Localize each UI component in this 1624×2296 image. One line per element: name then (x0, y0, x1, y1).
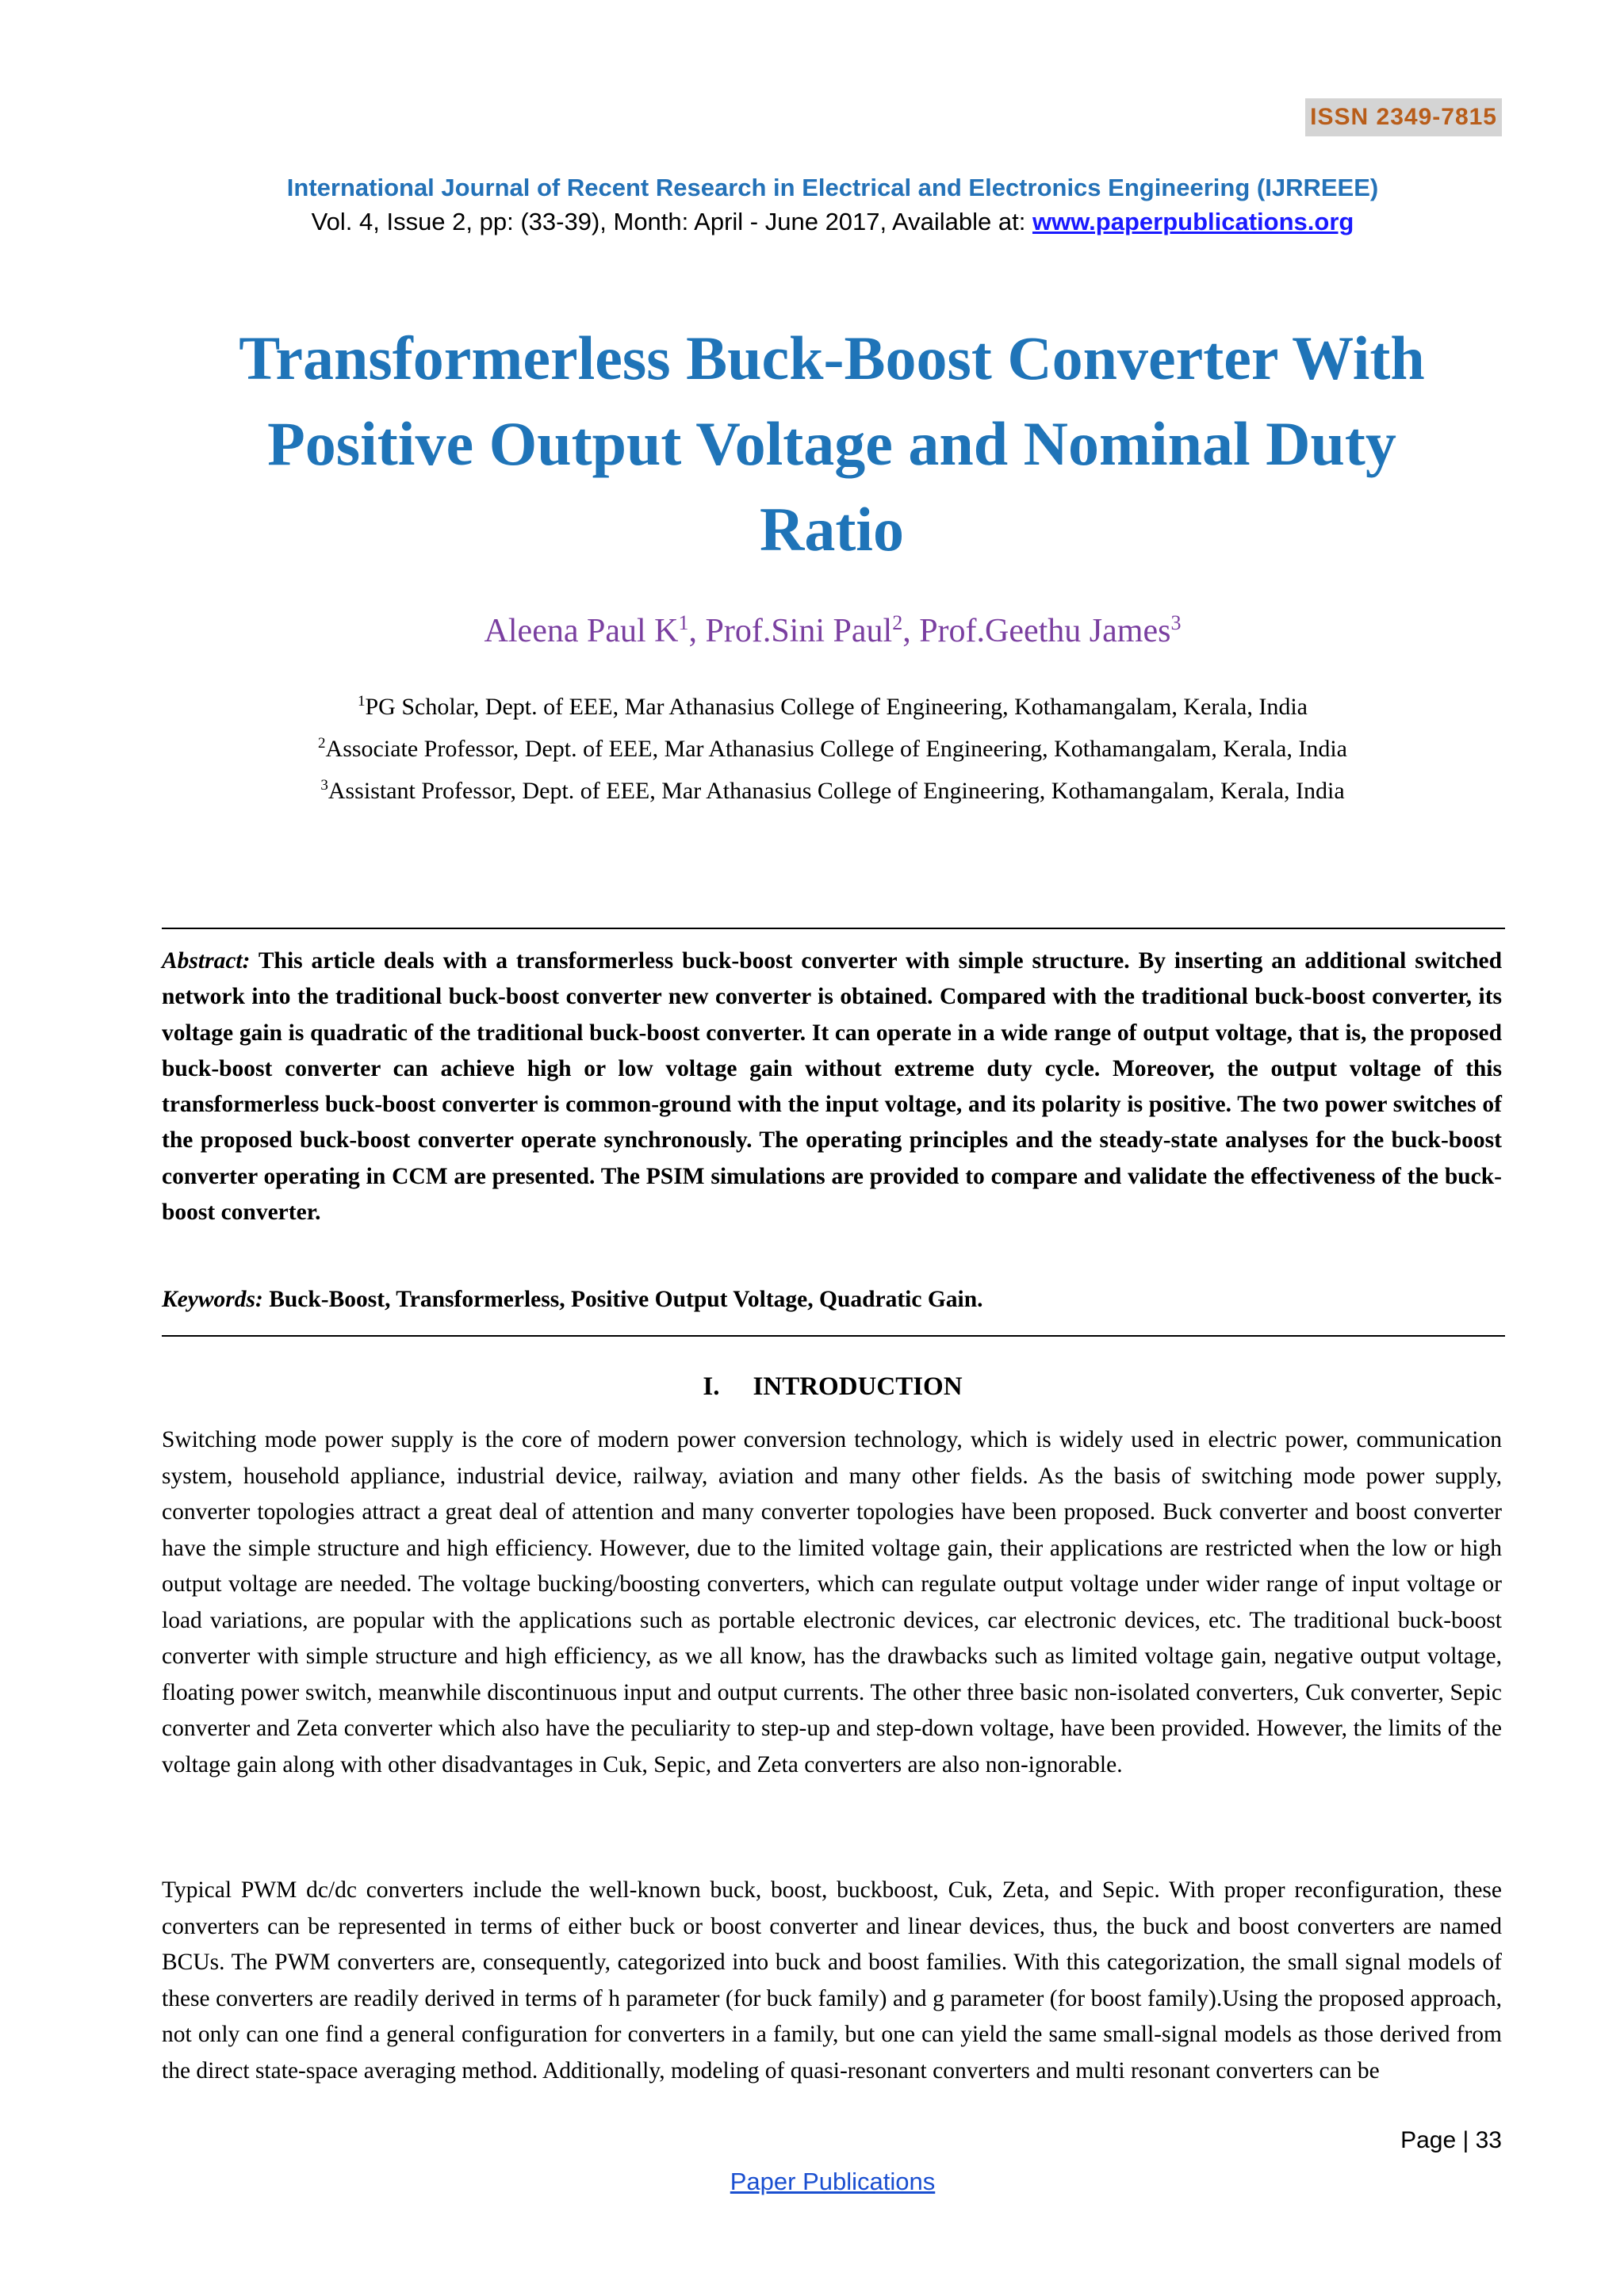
affiliation-text: Assistant Professor, Dept. of EEE, Mar Athanasius College of Engineering, Kothamangalam, Kerala, India (327, 778, 1345, 804)
section-heading (0, 1367, 1624, 1406)
publisher-link[interactable]: Paper Publications (730, 2168, 936, 2195)
affiliation (0, 767, 1624, 809)
body-paragraph: Switching mode power supply is the core of modern power conversion technology, which is widely used in electric power, communication system, household appliance, industrial device, railway, aviation and many other fields. As the basis of switching mode power supply, converter topologies attract a great deal of attention and many converter topologies have been proposed. Buck converter and boost converter have the simple structure and high efficiency. However, due to the limited voltage gain, their applications are restricted when the low or high output voltage are needed. The voltage bucking/boosting converters, which can regulate output voltage under wider range of input voltage or load variations, are popular with the applications such as portable electronic devices, car electronic devices, etc. The traditional buck-boost converter with simple structure and high efficiency, as we all know, has the drawbacks such as limited voltage gain, negative output voltage, floating power switch, meanwhile discontinuous input and output currents. The other three basic non-isolated converters, Cuk converter, Sepic converter and Zeta converter which also have the peculiarity to step-up and step-down voltage, have been provided. However, the limits of the voltage gain along with other disadvantages in Cuk, Sepic, and Zeta converters are also non-ignorable. (162, 1427, 1502, 1777)
author-name: Aleena Paul K (484, 613, 679, 649)
author-name: Prof.Sini Paul (705, 613, 893, 649)
affiliation-text: PG Scholar, Dept. of EEE, Mar Athanasius College of Engineering, Kothamangalam, Kerala, India (365, 694, 1308, 720)
keywords (162, 1281, 1502, 1318)
affiliation-text: Associate Professor, Dept. of EEE, Mar Athanasius College of Engineering, Kothamangalam, Kerala, India (325, 736, 1347, 762)
abstract (162, 943, 1502, 1230)
title-line: Ratio (760, 495, 904, 564)
body-paragraph: Typical PWM dc/dc converters include the well-known buck, boost, buckboost, Cuk, Zeta, and Sepic. With proper reconfiguration, these converters can be represented in terms of either buck or boost converter and linear devices, thus, the buck and boost converters are named BCUs. The PWM converters are, consequently, categorized into buck and boost families. With this categorization, the small signal models of these converters are readily derived in terms of h parameter (for buck family) and g parameter (for boost family).Using the proposed approach, not only can one find a general configuration for converters in a family, but one can yield the same small-signal models as those derived from the direct state-space averaging method. Additionally, modeling of quasi-resonant converters and multi resonant converters can be (162, 1877, 1502, 2084)
author-affil-marker: 3 (1170, 611, 1182, 634)
page-number: Page | 33 (1400, 2127, 1502, 2153)
journal-header (0, 171, 1624, 239)
author-affil-marker: 1 (678, 611, 689, 634)
affiliation (0, 725, 1624, 767)
publisher-footer (0, 2164, 1624, 2199)
abstract-label: Abstract: (162, 948, 251, 974)
affiliation-list (0, 683, 1624, 809)
affiliation-marker: 2 (318, 735, 326, 752)
affiliation-marker: 3 (320, 777, 328, 794)
abstract-bottom-divider (162, 1335, 1505, 1337)
author-list: Aleena Paul $K^1$, Prof.Sini Paul$^2$, Prof.Geethu James$^3$ (484, 611, 1182, 649)
journal-info-text: Vol. 4, Issue 2, pp: (33-39), Month: April - June 2017, Available at: (311, 208, 1032, 235)
title-line: Positive Output Voltage and Nominal Duty (267, 409, 1396, 478)
section-number: I. (703, 1372, 720, 1401)
paper-title (162, 316, 1502, 572)
abstract-text: This article deals with a transformerless buck-boost converter with simple structure. By inserting an additional switched network into the traditional buck-boost converter new converter is obtained. Compared with the traditional buck-boost converter, its voltage gain is quadratic of the traditional buck-boost converter. It can operate in a wide range of output voltage, that is, the proposed buck-boost converter can achieve high or low voltage gain without extreme duty cycle. Moreover, the output voltage of this transformerless buck-boost converter is common-ground with the input voltage, and its polarity is positive. The two power switches of the proposed buck-boost converter operate synchronously. The operating principles and the steady-state analyses for the buck-boost converter operating in CCM are presented. The PSIM simulations are provided to compare and validate the effectiveness of the buck-boost converter. (162, 948, 1503, 1226)
keywords-label: Keywords: (162, 1287, 263, 1312)
issn-badge: ISSN 2349-7815 (1305, 98, 1502, 136)
author-affil-marker: 2 (892, 611, 903, 634)
section-title: INTRODUCTION (753, 1372, 963, 1401)
keywords-text: Buck-Boost, Transformerless, Positive Output Voltage, Quadratic Gain. (269, 1287, 983, 1312)
abstract-top-divider (162, 928, 1505, 929)
affiliation-marker: 1 (358, 693, 366, 710)
journal-info (0, 205, 1624, 239)
title-line: Transformerless Buck-Boost Converter With (239, 323, 1425, 392)
affiliation (0, 683, 1624, 725)
journal-name: International Journal of Recent Research in Electrical and Electronics Engineering (IJRREEE) (286, 174, 1379, 201)
author-name: Prof.Geethu James (919, 613, 1171, 649)
journal-url-link[interactable]: www.paperpublications.org (1032, 208, 1354, 235)
